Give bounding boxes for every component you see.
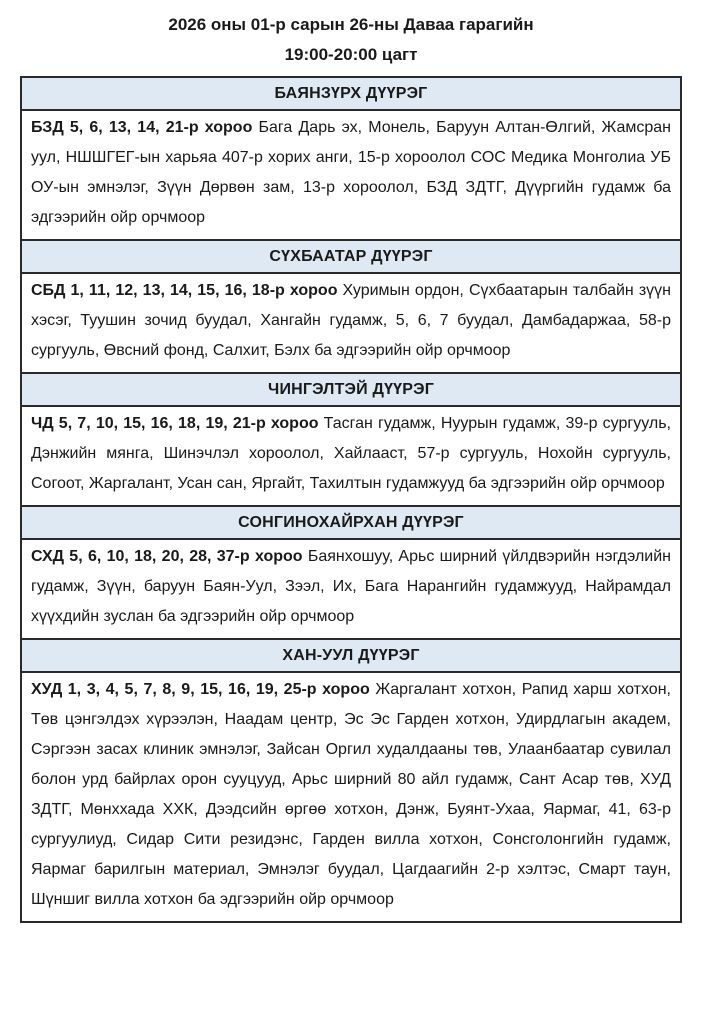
area-list: Баянхошуу, Арьс ширний үйлдвэрийн нэгдэлийн гудамж, Зүүн, баруун Баян-Уул, Зээл, Их, Бага Нарангийн гудамжууд, Найрамдал хүүхдийн зуслан ба эдгээрийн ойр орчмоор	[31, 548, 671, 625]
khoroo-list: ХУД 1, 3, 4, 5, 7, 8, 9, 15, 16, 19, 25-р хороо	[31, 681, 370, 698]
section-bayanzurkh	[22, 78, 680, 239]
khoroo-list: БЗД 5, 6, 13, 14, 21-р хороо	[31, 119, 253, 136]
section-body	[22, 274, 680, 372]
khoroo-list: СХД 5, 6, 10, 18, 20, 28, 37-р хороо	[31, 548, 303, 565]
district-header: ЧИНГЭЛТЭЙ ДҮҮРЭГ	[22, 372, 680, 407]
section-khan-uul	[22, 638, 680, 921]
section-body	[22, 407, 680, 505]
area-list: Бага Дарь эх, Монель, Баруун Алтан-Өлгий, Жамсран уул, НШШГЕГ-ын харьяа 407-р хорих анги, 15-р хороолол СОС Медика Монголиа УБ ОУ-ын эмнэлэг, Зүүн Дөрвөн зам, 13-р хороолол, БЗД ЗДТГ, Дүүргийн гудамж ба эдгээрийн ойр орчмоор	[31, 119, 672, 226]
schedule-table	[20, 76, 682, 923]
section-sukhbaatar	[22, 239, 680, 372]
page-title-date: 2026 оны 01-р сарын 26-ны Даваа гарагийн	[168, 15, 534, 34]
area-list: Тасган гудамж, Нуурын гудамж, 39-р сургууль, Дэнжийн мянга, Шинэчлэл хороолол, Хайлааст, 57-р сургууль, Нохойн сургууль, Согоот, Жаргалант, Усан сан, Яргайт, Тахилтын гудамжууд ба эдгээрийн ойр орчмоор	[31, 415, 671, 492]
district-header: ХАН-УУЛ ДҮҮРЭГ	[22, 638, 680, 673]
page-title-time: 19:00-20:00 цагт	[284, 45, 418, 64]
district-header: СҮХБААТАР ДҮҮРЭГ	[22, 239, 680, 274]
khoroo-list: ЧД 5, 7, 10, 15, 16, 18, 19, 21-р хороо	[31, 415, 319, 432]
area-list: Хуримын ордон, Сүхбаатарын талбайн зүүн хэсэг, Туушин зочид буудал, Хангайн гудамж, 5, 6, 7 буудал, Дамбадаржаа, 58-р сургууль, Өвсний фонд, Салхит, Бэлх ба эдгээрийн ойр орчмоор	[31, 282, 671, 359]
district-header: БАЯНЗҮРХ ДҮҮРЭГ	[22, 78, 680, 111]
area-list: Жаргалант хотхон, Рапид харш хотхон, Төв цэнгэлдэх хүрээлэн, Наадам центр, Эс Эс Гарден хотхон, Удирдлагын академ, Сэргээн засах клиник эмнэлэг, Зайсан Оргил худалдааны төв, Улаанбаатар сувилал болон урд байрлах орон сууцууд, Арьс ширний 80 айл гудамж, Сант Асар төв, ХУД ЗДТГ, Мөнххада ХХК, Дээдсийн өргөө хотхон, Дэнж, Буянт-Ухаа, Яармаг, 41, 63-р сургуулиуд, Сидар Сити резидэнс, Гарден вилла хотхон, Сонсголонгийн гудамж, Яармаг барилгын материал, Эмнэлэг буудал, Цагдаагийн 2-р хэлтэс, Смарт таун, Шүншиг вилла хотхон ба эдгээрийн ойр орчмоор	[31, 681, 671, 908]
section-body	[22, 673, 680, 921]
section-body	[22, 540, 680, 638]
khoroo-list: СБД 1, 11, 12, 13, 14, 15, 16, 18-р хороо	[31, 282, 338, 299]
district-header: СОНГИНОХАЙРХАН ДҮҮРЭГ	[22, 505, 680, 540]
section-chingeltei	[22, 372, 680, 505]
page-title	[0, 0, 702, 70]
section-songinokhairkhan	[22, 505, 680, 638]
section-body	[22, 111, 680, 239]
